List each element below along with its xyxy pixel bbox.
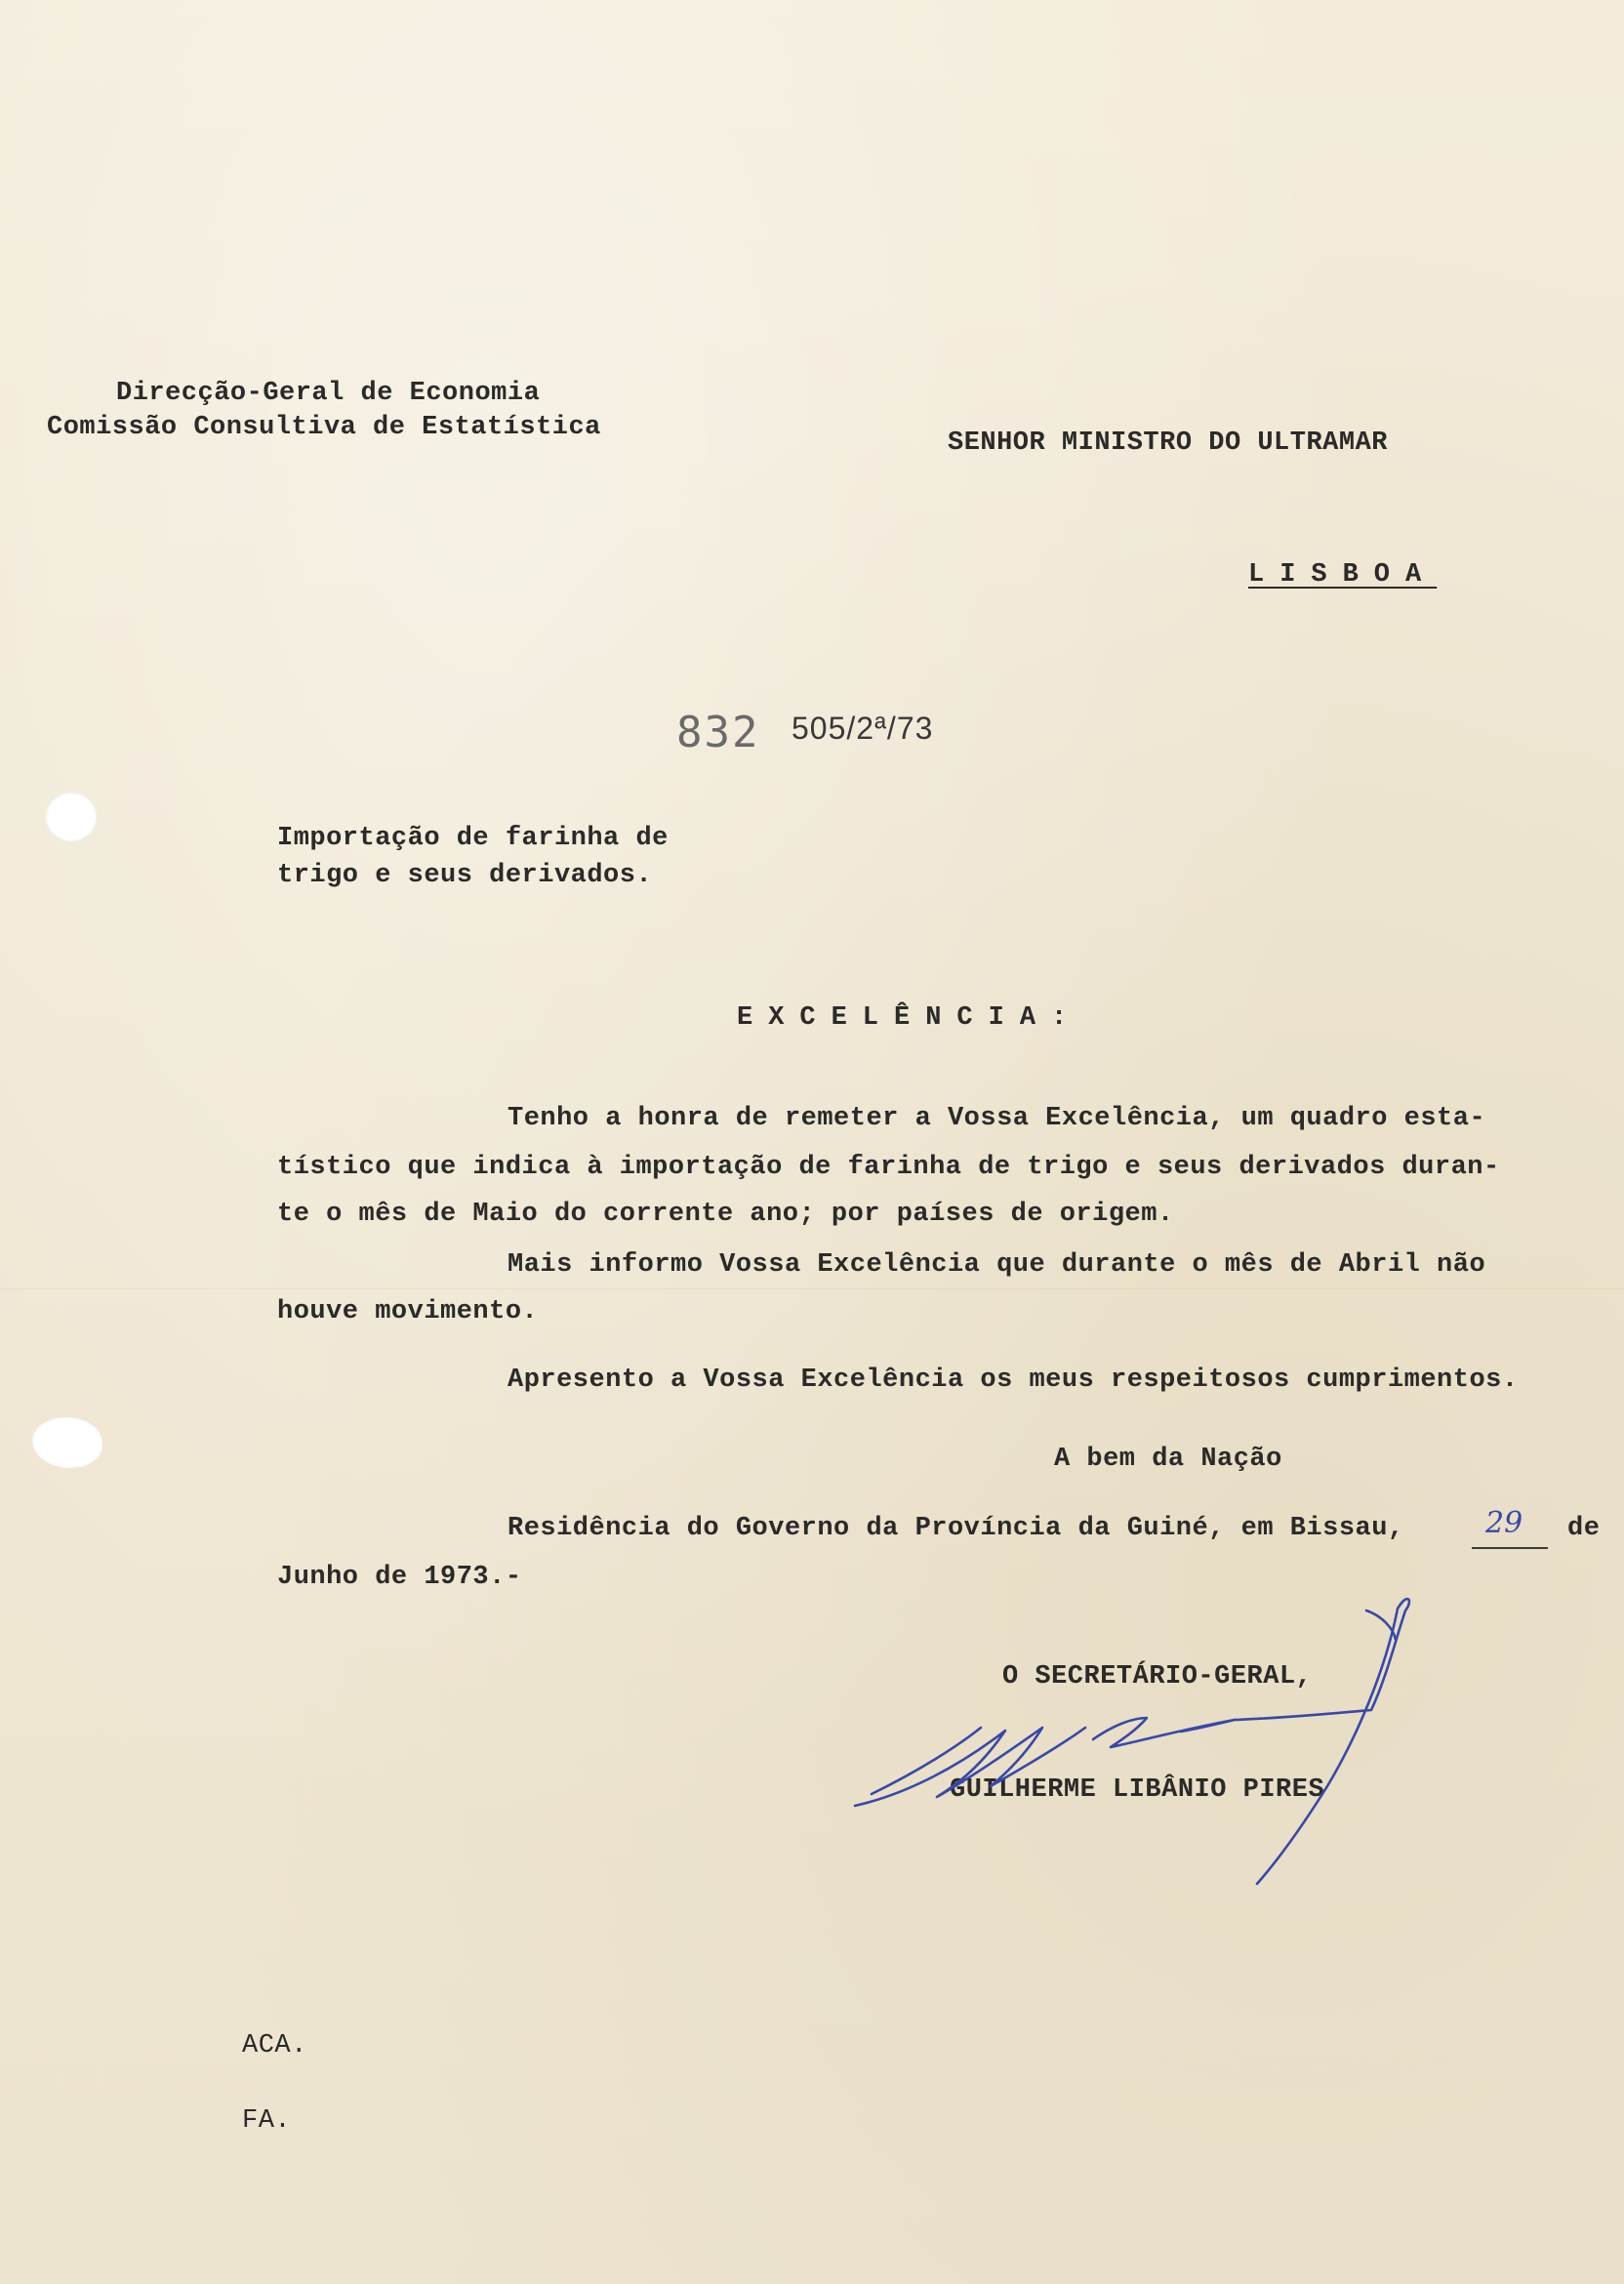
body-p1-line-1: Tenho a honra de remeter a Vossa Excelência, um quadro esta- xyxy=(508,1104,1486,1133)
body-p2-line-1: Mais informo Vossa Excelência que durante o mês de Abril não xyxy=(508,1250,1486,1280)
body-p3: Apresento a Vossa Excelência os meus respeitosos cumprimentos. xyxy=(508,1366,1519,1395)
body-p2-line-2: houve movimento. xyxy=(277,1297,539,1326)
signature-role: O SECRETÁRIO-GERAL, xyxy=(1002,1662,1313,1692)
recipient-title: SENHOR MINISTRO DO ULTRAMAR xyxy=(948,428,1388,458)
place-date-line-1: Residência do Governo da Província da Guiné, em Bissau, xyxy=(508,1514,1404,1543)
body-p1-line-3: te o mês de Maio do corrente ano; por países de origem. xyxy=(277,1200,1174,1229)
place-date-line-1-end: de xyxy=(1567,1514,1601,1543)
subject-line-1: Importação de farinha de xyxy=(277,824,669,853)
footer-initials-1: ACA. xyxy=(242,2031,307,2060)
salutation: EXCELÊNCIA: xyxy=(737,1003,1083,1033)
date-underline xyxy=(1472,1547,1548,1549)
sender-line-1: Direcção-Geral de Economia xyxy=(116,379,541,408)
closing: A bem da Nação xyxy=(1054,1445,1282,1474)
recipient-city: LISBOA xyxy=(1248,560,1438,590)
handwritten-day: 29 xyxy=(1485,1506,1523,1540)
subject-line-2: trigo e seus derivados. xyxy=(277,861,653,890)
punch-hole-top xyxy=(46,793,97,841)
stamp-number: 832 xyxy=(676,708,760,757)
reference-code: 505/2ª/73 xyxy=(792,711,934,746)
signature-name: GUILHERME LIBÂNIO PIRES xyxy=(950,1775,1325,1805)
paper-fold xyxy=(0,1288,1624,1289)
place-date-line-2: Junho de 1973.- xyxy=(277,1563,522,1592)
sender-line-2: Comissão Consultiva de Estatística xyxy=(47,413,601,442)
body-p1-line-2: tístico que indica à importação de farinha de trigo e seus derivados duran- xyxy=(277,1153,1500,1182)
footer-initials-2: FA. xyxy=(242,2106,292,2136)
punch-hole-bottom xyxy=(32,1417,102,1468)
